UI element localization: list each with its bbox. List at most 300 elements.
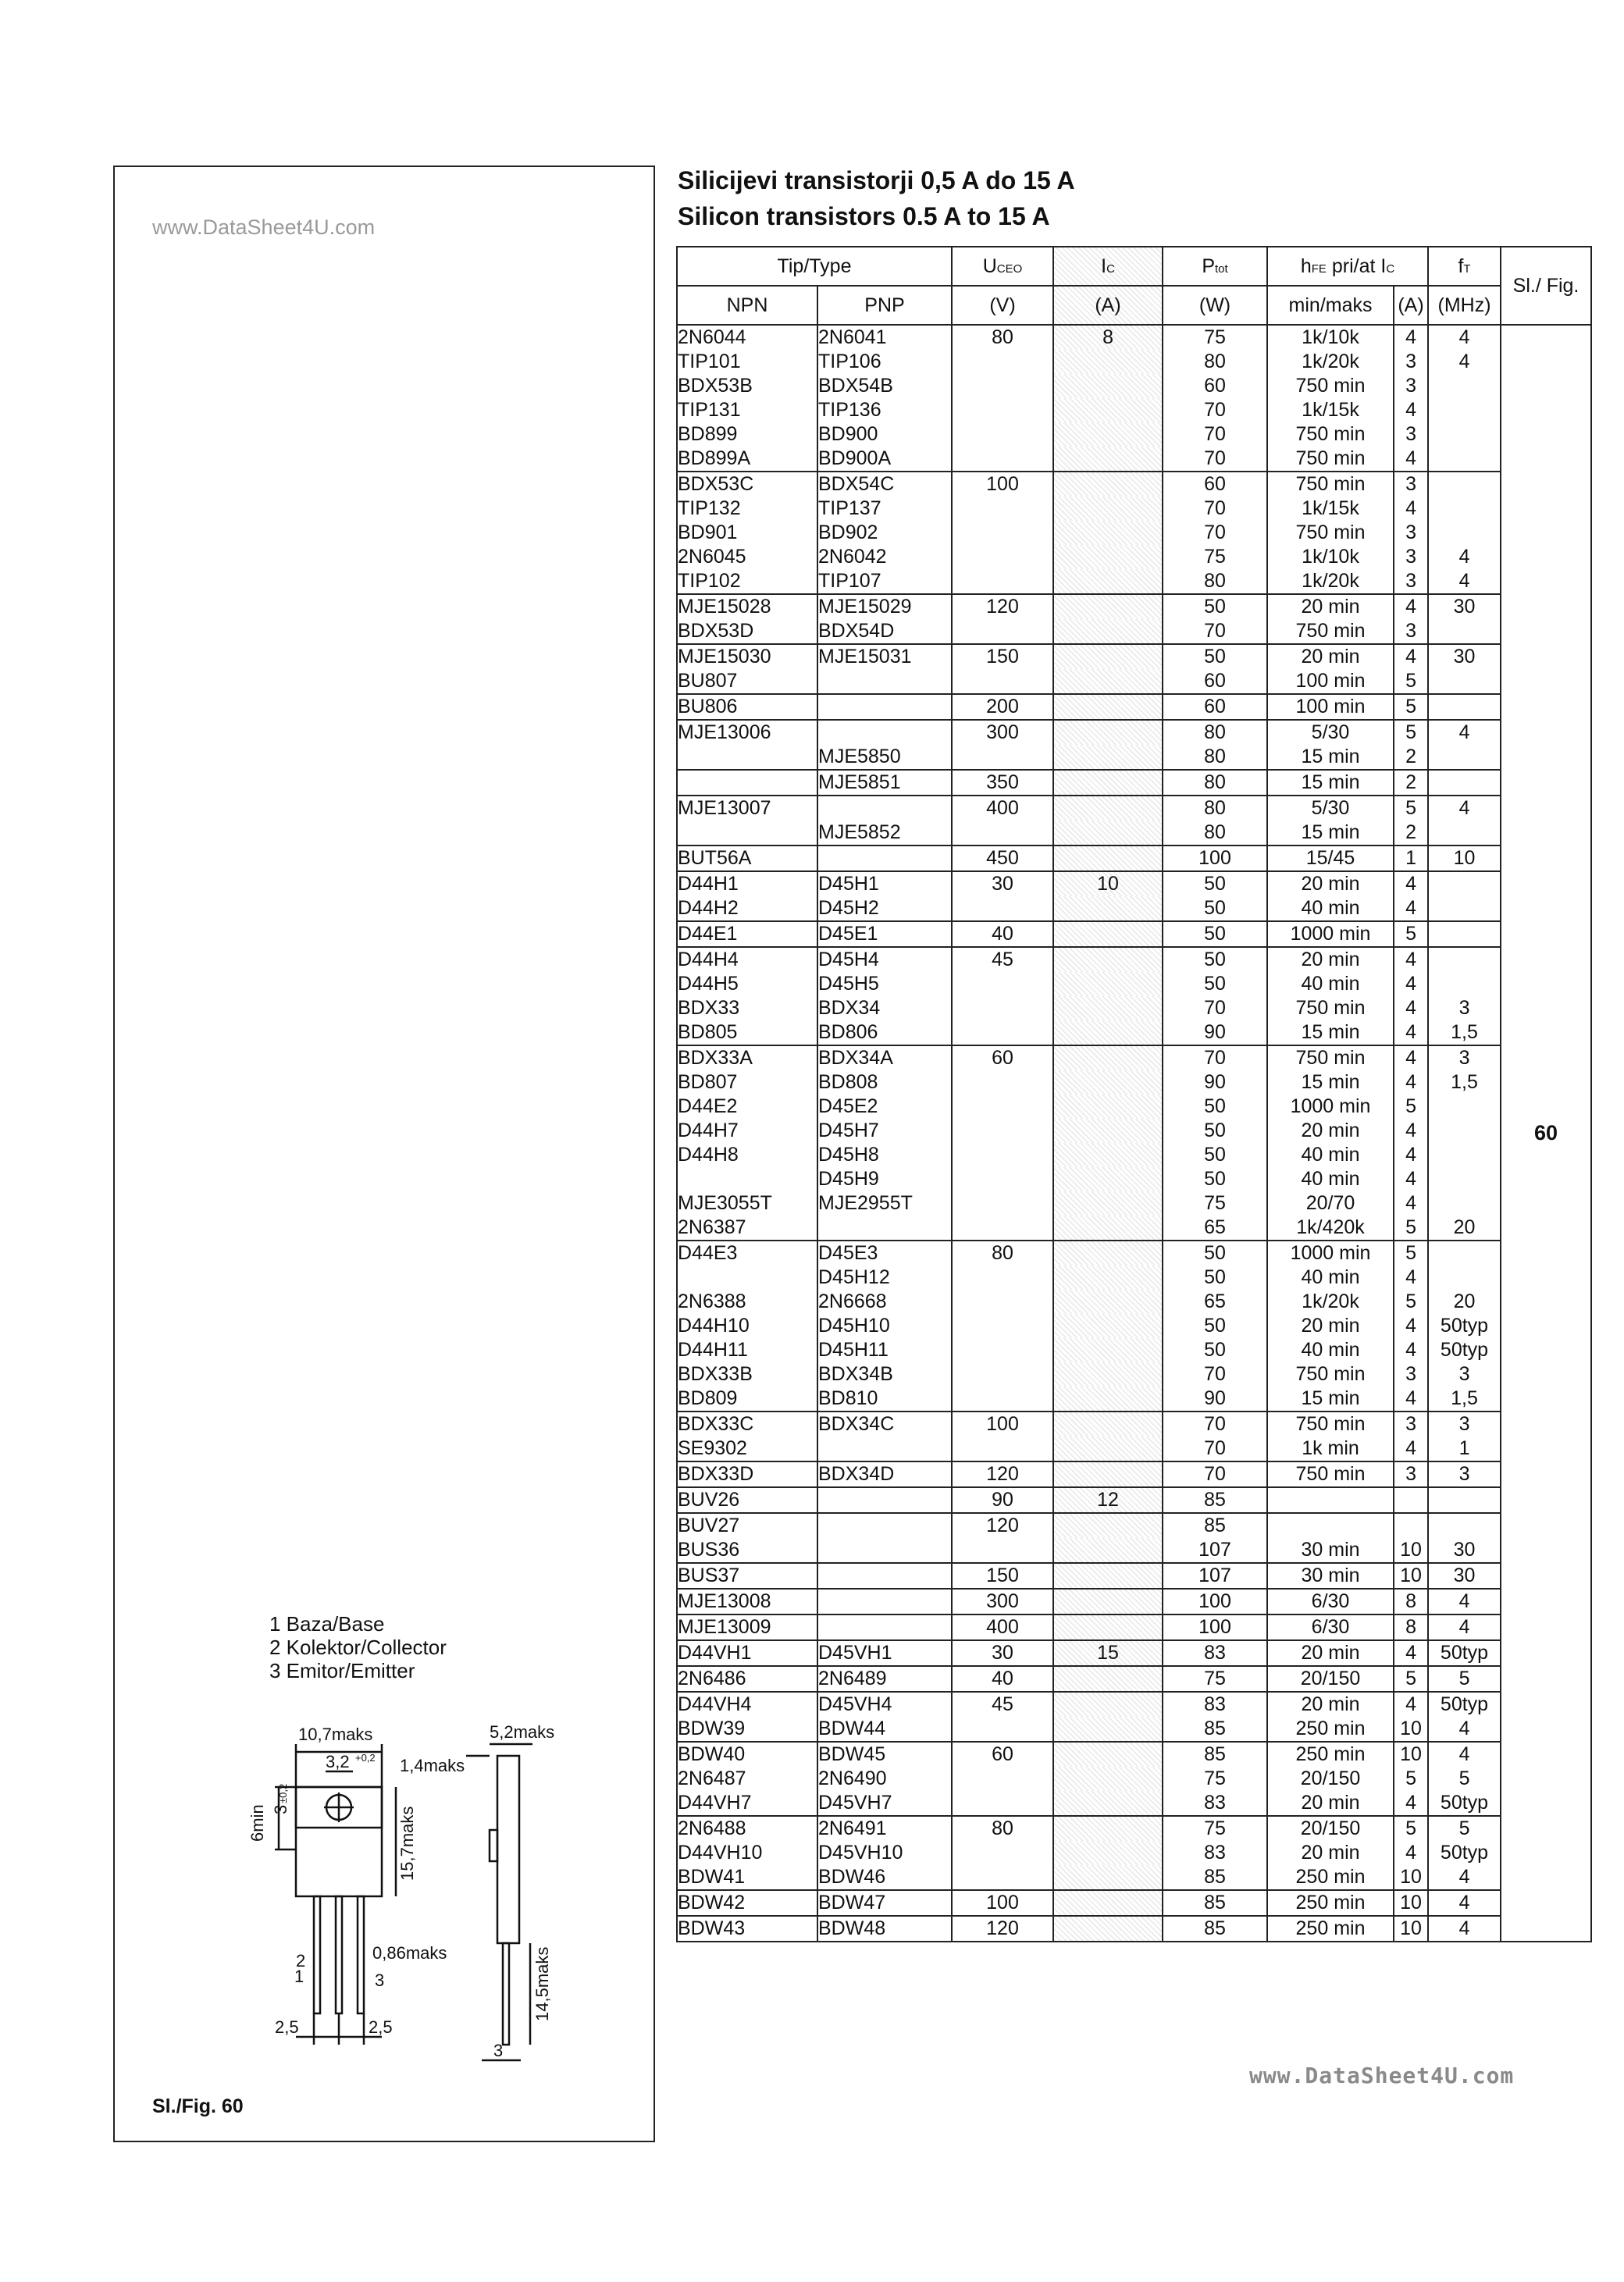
cell-ia: 4 <box>1394 972 1428 996</box>
table-row <box>677 871 1591 896</box>
cell-ic <box>1053 374 1163 398</box>
cell-ia: 4 <box>1394 1191 1428 1216</box>
cell-p: 90 <box>1163 1070 1267 1095</box>
cell-ia: 8 <box>1394 1614 1428 1640</box>
cell-pnp: BDX34D <box>817 1461 952 1487</box>
cell-ia: 4 <box>1394 1640 1428 1666</box>
header-ft: fT <box>1428 247 1501 286</box>
cell-p: 50 <box>1163 594 1267 619</box>
table-row <box>677 1045 1591 1070</box>
cell-hfe: 1k/420k <box>1267 1216 1394 1241</box>
cell-npn: BD899A <box>677 447 817 472</box>
cell-pnp: BD902 <box>817 521 952 545</box>
cell-ft <box>1428 497 1501 521</box>
cell-u <box>952 1095 1053 1119</box>
cell-hfe: 20/150 <box>1267 1666 1394 1692</box>
cell-ia: 3 <box>1394 569 1428 594</box>
cell-p: 70 <box>1163 447 1267 472</box>
cell-ic <box>1053 1916 1163 1942</box>
pin-legend-item: 3 Emitor/Emitter <box>269 1659 415 1682</box>
cell-hfe: 15/45 <box>1267 846 1394 871</box>
cell-ia: 5 <box>1394 1095 1428 1119</box>
table-row <box>677 1095 1591 1119</box>
cell-p: 70 <box>1163 422 1267 447</box>
cell-u: 45 <box>952 1692 1053 1717</box>
cell-ft: 4 <box>1428 796 1501 821</box>
cell-pnp: BDX34 <box>817 996 952 1020</box>
dim-pitch-left: 2,5 <box>275 2017 299 2037</box>
cell-u <box>952 996 1053 1020</box>
cell-p: 75 <box>1163 1191 1267 1216</box>
cell-ia: 5 <box>1394 669 1428 694</box>
cell-u: 450 <box>952 846 1053 871</box>
cell-ic <box>1053 1692 1163 1717</box>
table-row <box>677 1020 1591 1045</box>
watermark-bottom: www.DataSheet4U.com <box>1249 2063 1515 2088</box>
cell-ft: 5 <box>1428 1767 1501 1791</box>
cell-npn: D44VH4 <box>677 1692 817 1717</box>
cell-ia: 4 <box>1394 1020 1428 1045</box>
cell-ft <box>1428 745 1501 770</box>
cell-u <box>952 1290 1053 1314</box>
cell-u <box>952 1119 1053 1143</box>
cell-p: 80 <box>1163 770 1267 796</box>
cell-hfe: 5/30 <box>1267 720 1394 745</box>
cell-ft <box>1428 1191 1501 1216</box>
cell-ia: 10 <box>1394 1865 1428 1890</box>
lead-1 <box>314 1896 320 2013</box>
cell-p: 50 <box>1163 1338 1267 1362</box>
cell-hfe: 750 min <box>1267 472 1394 497</box>
cell-ic <box>1053 1045 1163 1070</box>
table-row <box>677 846 1591 871</box>
cell-npn: BUS37 <box>677 1563 817 1589</box>
cell-ic <box>1053 1816 1163 1841</box>
cell-hfe: 20 min <box>1267 644 1394 669</box>
cell-hfe: 1k/20k <box>1267 569 1394 594</box>
cell-ia: 4 <box>1394 871 1428 896</box>
table-row <box>677 1119 1591 1143</box>
cell-ia: 10 <box>1394 1890 1428 1916</box>
cell-u <box>952 1020 1053 1045</box>
table-row <box>677 1563 1591 1589</box>
cell-pnp <box>817 1487 952 1513</box>
cell-ia: 4 <box>1394 1314 1428 1338</box>
table-row <box>677 521 1591 545</box>
cell-p: 60 <box>1163 374 1267 398</box>
cell-p: 80 <box>1163 720 1267 745</box>
cell-npn: D44H5 <box>677 972 817 996</box>
cell-ia: 10 <box>1394 1742 1428 1767</box>
cell-ic <box>1053 1119 1163 1143</box>
cell-ic <box>1053 996 1163 1020</box>
cell-pnp: D45H11 <box>817 1338 952 1362</box>
cell-npn: BDW42 <box>677 1890 817 1916</box>
cell-u <box>952 398 1053 422</box>
cell-hfe: 6/30 <box>1267 1589 1394 1614</box>
table-row <box>677 1692 1591 1717</box>
cell-ia: 4 <box>1394 594 1428 619</box>
cell-ft <box>1428 1095 1501 1119</box>
cell-pnp: BDX54B <box>817 374 952 398</box>
cell-p: 70 <box>1163 1461 1267 1487</box>
cell-hfe: 1k/10k <box>1267 545 1394 569</box>
cell-hfe: 40 min <box>1267 896 1394 921</box>
cell-p: 80 <box>1163 350 1267 374</box>
cell-pnp: D45VH4 <box>817 1692 952 1717</box>
cell-npn: D44H11 <box>677 1338 817 1362</box>
cell-ic <box>1053 472 1163 497</box>
cell-npn: BUT56A <box>677 846 817 871</box>
cell-hfe: 1k/15k <box>1267 398 1394 422</box>
cell-ft: 4 <box>1428 1916 1501 1942</box>
cell-npn: BD805 <box>677 1020 817 1045</box>
cell-pnp <box>817 1216 952 1241</box>
cell-u <box>952 1865 1053 1890</box>
table-row <box>677 745 1591 770</box>
cell-u: 100 <box>952 1412 1053 1436</box>
cell-ia: 10 <box>1394 1563 1428 1589</box>
cell-pnp: MJE5850 <box>817 745 952 770</box>
cell-pnp <box>817 1513 952 1538</box>
cell-pnp <box>817 1436 952 1461</box>
cell-ic <box>1053 821 1163 846</box>
cell-ia <box>1394 1487 1428 1513</box>
cell-ia: 5 <box>1394 720 1428 745</box>
cell-hfe: 15 min <box>1267 1070 1394 1095</box>
cell-ft: 50typ <box>1428 1314 1501 1338</box>
cell-pnp: BDW47 <box>817 1890 952 1916</box>
cell-u <box>952 521 1053 545</box>
cell-hfe: 15 min <box>1267 745 1394 770</box>
cell-u: 60 <box>952 1742 1053 1767</box>
cell-p: 70 <box>1163 1436 1267 1461</box>
cell-ic <box>1053 1266 1163 1290</box>
cell-p: 60 <box>1163 669 1267 694</box>
cell-npn: BDX53D <box>677 619 817 644</box>
cell-p: 100 <box>1163 1589 1267 1614</box>
cell-pnp: D45H1 <box>817 871 952 896</box>
cell-pnp: D45H9 <box>817 1167 952 1191</box>
cell-pnp <box>817 720 952 745</box>
cell-ic <box>1053 619 1163 644</box>
cell-npn: MJE13006 <box>677 720 817 745</box>
cell-ia: 4 <box>1394 996 1428 1020</box>
cell-ft: 10 <box>1428 846 1501 871</box>
cell-u: 100 <box>952 472 1053 497</box>
cell-ic <box>1053 896 1163 921</box>
cell-pnp: 2N6668 <box>817 1290 952 1314</box>
cell-pnp: D45VH7 <box>817 1791 952 1816</box>
dim-lead-width: 0,86maks <box>372 1943 447 1963</box>
cell-u <box>952 447 1053 472</box>
dim-hole-pos: 3 <box>271 1804 290 1814</box>
cell-ft <box>1428 1167 1501 1191</box>
cell-u: 120 <box>952 1513 1053 1538</box>
cell-ic <box>1053 1614 1163 1640</box>
cell-ic <box>1053 1865 1163 1890</box>
cell-hfe: 20 min <box>1267 1791 1394 1816</box>
cell-p: 50 <box>1163 1266 1267 1290</box>
cell-ic <box>1053 569 1163 594</box>
table-row <box>677 796 1591 821</box>
cell-ia: 4 <box>1394 1167 1428 1191</box>
table-row <box>677 497 1591 521</box>
cell-ft <box>1428 972 1501 996</box>
table-row <box>677 1538 1591 1563</box>
cell-hfe: 250 min <box>1267 1865 1394 1890</box>
cell-hfe: 30 min <box>1267 1538 1394 1563</box>
cell-ic <box>1053 521 1163 545</box>
table-row <box>677 1241 1591 1266</box>
cell-ia <box>1394 1513 1428 1538</box>
table-row <box>677 374 1591 398</box>
cell-ic <box>1053 1412 1163 1436</box>
cell-p: 85 <box>1163 1890 1267 1916</box>
cell-p: 70 <box>1163 521 1267 545</box>
cell-hfe: 20 min <box>1267 947 1394 972</box>
cell-ft: 50typ <box>1428 1692 1501 1717</box>
cell-hfe: 1k/20k <box>1267 350 1394 374</box>
cell-ic <box>1053 745 1163 770</box>
cell-hfe: 40 min <box>1267 1143 1394 1167</box>
cell-ia: 4 <box>1394 1266 1428 1290</box>
cell-hfe: 750 min <box>1267 1045 1394 1070</box>
cell-ic <box>1053 1143 1163 1167</box>
table-row <box>677 1841 1591 1865</box>
cell-npn: BDX33D <box>677 1461 817 1487</box>
cell-p: 60 <box>1163 472 1267 497</box>
pin-legend <box>269 1612 447 1682</box>
cell-hfe: 15 min <box>1267 770 1394 796</box>
cell-pnp: TIP107 <box>817 569 952 594</box>
cell-u: 90 <box>952 1487 1053 1513</box>
cell-p: 100 <box>1163 1614 1267 1640</box>
cell-pnp: D45E2 <box>817 1095 952 1119</box>
cell-ia: 4 <box>1394 896 1428 921</box>
cell-pnp: D45H10 <box>817 1314 952 1338</box>
cell-pnp: D45H12 <box>817 1266 952 1290</box>
cell-hfe: 750 min <box>1267 447 1394 472</box>
cell-npn: BD809 <box>677 1387 817 1412</box>
cell-npn: BD899 <box>677 422 817 447</box>
cell-pnp: BDW46 <box>817 1865 952 1890</box>
dim-lead-thickness: 1,4maks <box>400 1756 465 1775</box>
cell-pnp: 2N6489 <box>817 1666 952 1692</box>
header-ptot: Ptot <box>1163 247 1267 286</box>
cell-npn: D44H7 <box>677 1119 817 1143</box>
table-row <box>677 1640 1591 1666</box>
cell-u <box>952 1167 1053 1191</box>
cell-p: 80 <box>1163 569 1267 594</box>
cell-npn: MJE13008 <box>677 1589 817 1614</box>
cell-ic <box>1053 1767 1163 1791</box>
table-row <box>677 694 1591 720</box>
cell-npn: BU806 <box>677 694 817 720</box>
cell-npn: D44H10 <box>677 1314 817 1338</box>
cell-p: 70 <box>1163 619 1267 644</box>
cell-u: 120 <box>952 1916 1053 1942</box>
cell-npn: D44H2 <box>677 896 817 921</box>
cell-pnp <box>817 1614 952 1640</box>
cell-hfe: 20 min <box>1267 1119 1394 1143</box>
cell-u <box>952 619 1053 644</box>
cell-ft: 4 <box>1428 1865 1501 1890</box>
cell-p: 65 <box>1163 1290 1267 1314</box>
title-english: Silicon transistors 0.5 A to 15 A <box>678 202 1050 230</box>
cell-pnp: 2N6490 <box>817 1767 952 1791</box>
cell-hfe: 15 min <box>1267 1387 1394 1412</box>
cell-u: 120 <box>952 1461 1053 1487</box>
cell-npn: 2N6387 <box>677 1216 817 1241</box>
cell-ic <box>1053 1290 1163 1314</box>
cell-ft <box>1428 472 1501 497</box>
cell-ia: 5 <box>1394 921 1428 947</box>
table-row <box>677 770 1591 796</box>
cell-p: 85 <box>1163 1865 1267 1890</box>
cell-p: 50 <box>1163 947 1267 972</box>
table-row <box>677 594 1591 619</box>
cell-ft <box>1428 770 1501 796</box>
cell-p: 50 <box>1163 644 1267 669</box>
cell-p: 75 <box>1163 1816 1267 1841</box>
cell-ic <box>1053 1717 1163 1742</box>
cell-pnp: BDX34B <box>817 1362 952 1387</box>
cell-ic <box>1053 1387 1163 1412</box>
table-row <box>677 1791 1591 1816</box>
cell-pnp: MJE15031 <box>817 644 952 669</box>
cell-p: 107 <box>1163 1538 1267 1563</box>
cell-ia: 2 <box>1394 770 1428 796</box>
cell-pnp: BDX34A <box>817 1045 952 1070</box>
cell-ia: 3 <box>1394 1461 1428 1487</box>
cell-ic <box>1053 947 1163 972</box>
table-body <box>677 325 1591 1942</box>
header-tip-type: Tip/Type <box>677 247 952 286</box>
cell-hfe: 1000 min <box>1267 1241 1394 1266</box>
cell-u <box>952 545 1053 569</box>
cell-u: 150 <box>952 1563 1053 1589</box>
cell-p: 83 <box>1163 1791 1267 1816</box>
cell-ia: 5 <box>1394 694 1428 720</box>
cell-ic <box>1053 1191 1163 1216</box>
cell-ft: 1,5 <box>1428 1387 1501 1412</box>
header-min-maks: min/maks <box>1267 286 1394 325</box>
cell-pnp: D45H7 <box>817 1119 952 1143</box>
cell-u <box>952 1314 1053 1338</box>
cell-ft <box>1428 422 1501 447</box>
cell-ia: 5 <box>1394 1666 1428 1692</box>
cell-ic <box>1053 447 1163 472</box>
cell-ic <box>1053 1314 1163 1338</box>
cell-ia: 3 <box>1394 1362 1428 1387</box>
table-row <box>677 447 1591 472</box>
cell-ft: 1 <box>1428 1436 1501 1461</box>
cell-npn: TIP132 <box>677 497 817 521</box>
cell-u <box>952 1338 1053 1362</box>
cell-npn: MJE15030 <box>677 644 817 669</box>
cell-ft <box>1428 1143 1501 1167</box>
dim-width: 10,7maks <box>298 1725 373 1744</box>
table-row <box>677 921 1591 947</box>
cell-pnp: 2N6042 <box>817 545 952 569</box>
cell-pnp: MJE5852 <box>817 821 952 846</box>
cell-npn: D44H1 <box>677 871 817 896</box>
cell-u <box>952 569 1053 594</box>
cell-ft: 4 <box>1428 1717 1501 1742</box>
cell-ft: 3 <box>1428 1045 1501 1070</box>
cell-ic: 10 <box>1053 871 1163 896</box>
table-row <box>677 1717 1591 1742</box>
cell-ic <box>1053 1841 1163 1865</box>
cell-pnp: BD808 <box>817 1070 952 1095</box>
cell-p: 80 <box>1163 745 1267 770</box>
cell-hfe: 750 min <box>1267 521 1394 545</box>
cell-ia: 1 <box>1394 846 1428 871</box>
cell-u <box>952 497 1053 521</box>
cell-ia: 5 <box>1394 1241 1428 1266</box>
table-row <box>677 1461 1591 1487</box>
cell-ft: 1,5 <box>1428 1070 1501 1095</box>
cell-ia: 3 <box>1394 521 1428 545</box>
cell-hfe: 30 min <box>1267 1563 1394 1589</box>
cell-u <box>952 821 1053 846</box>
cell-ia: 5 <box>1394 1290 1428 1314</box>
cell-ia: 3 <box>1394 619 1428 644</box>
cell-ft: 3 <box>1428 1362 1501 1387</box>
cell-hfe: 250 min <box>1267 1717 1394 1742</box>
table-row <box>677 1436 1591 1461</box>
cell-hfe: 250 min <box>1267 1742 1394 1767</box>
cell-p: 70 <box>1163 398 1267 422</box>
cell-u: 200 <box>952 694 1053 720</box>
cell-npn: TIP101 <box>677 350 817 374</box>
side-tab <box>490 1830 497 1861</box>
cell-npn: BDX53B <box>677 374 817 398</box>
table-row <box>677 1412 1591 1436</box>
cell-hfe: 1k min <box>1267 1436 1394 1461</box>
cell-ft: 30 <box>1428 644 1501 669</box>
dim-pitch-right: 2,5 <box>369 2017 393 2037</box>
dim-tab-thickness: 5,2maks <box>490 1722 555 1742</box>
cell-u <box>952 1070 1053 1095</box>
cell-u <box>952 1538 1053 1563</box>
cell-ic <box>1053 1742 1163 1767</box>
cell-ft: 50typ <box>1428 1841 1501 1865</box>
cell-ia: 4 <box>1394 447 1428 472</box>
cell-ic <box>1053 398 1163 422</box>
table-row <box>677 545 1591 569</box>
cell-ic <box>1053 1095 1163 1119</box>
cell-npn: BDX33C <box>677 1412 817 1436</box>
cell-ft: 4 <box>1428 1742 1501 1767</box>
cell-ft <box>1428 669 1501 694</box>
cell-u <box>952 1436 1053 1461</box>
cell-npn: BDW41 <box>677 1865 817 1890</box>
cell-u: 60 <box>952 1045 1053 1070</box>
table-row <box>677 1767 1591 1791</box>
cell-pnp: 2N6041 <box>817 325 952 350</box>
table-row <box>677 350 1591 374</box>
header-unit-w: (W) <box>1163 286 1267 325</box>
cell-hfe: 100 min <box>1267 669 1394 694</box>
cell-ic <box>1053 545 1163 569</box>
cell-ic <box>1053 1791 1163 1816</box>
cell-u: 40 <box>952 1666 1053 1692</box>
dim-top: 6min <box>248 1804 267 1842</box>
table-row <box>677 1362 1591 1387</box>
cell-ft <box>1428 871 1501 896</box>
